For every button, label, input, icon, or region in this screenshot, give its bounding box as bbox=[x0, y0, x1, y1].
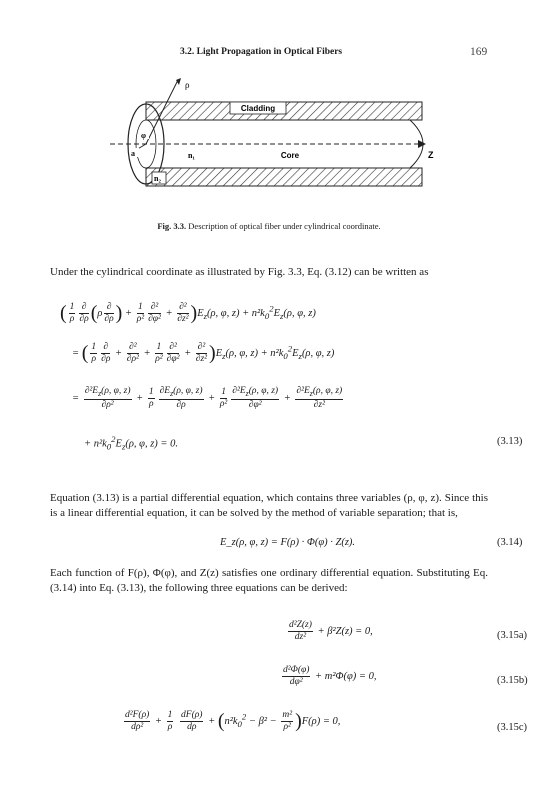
running-header bbox=[0, 47, 538, 61]
eq-3-14-number: (3.14) bbox=[497, 537, 523, 548]
a-label: a bbox=[131, 149, 135, 158]
paragraph-3: Each function of F(ρ), Φ(φ), and Z(z) satisfies one ordinary differential equation. Substituting Eq. (3.14) into Eq. (3.13), the following three equations can be derived: bbox=[50, 567, 488, 594]
phi-label: φ bbox=[141, 131, 146, 140]
paragraph-1: Under the cylindrical coordinate as illustrated by Fig. 3.3, Eq. (3.12) can be written as bbox=[50, 266, 429, 278]
eq-3-14-text: E_z(ρ, φ, z) = F(ρ) · Φ(φ) · Z(z). bbox=[220, 537, 356, 548]
equation-3-13: ( $\frac{1}{\rho}$ $\frac{\partial}{\partial\rho}$ (ρ $\frac{\partial}{\partial\rho}$ ) + $\frac{1}{\text{ρ²}}$ $\frac{\text{∂²}}{\text{∂φ²}}$ + $\frac{\text{∂²}}{\text{∂z²}}$ )$E_z(\rho$, φ, $z) + n^2k_0^2E_z(\rho$, φ, z) = ( $\frac{1}{\rho}$ $\frac{\partial}{\partial\rho}$ + $\frac{\text{∂²}}{\text{∂ρ²}}$ + $\frac{1}{\text{ρ²}}$ $\frac{\text{∂²}}{\text{∂φ²}}$ + $\frac{\text{∂²}}{\text{∂z²}}$ )$E_z(\rho$, φ, $z) + n^2k_0^2E_z(\rho$, φ, z) = $\frac{\partial^2E_z(\rho, \varphi, z)}{\text{∂ρ²}}$ + $\frac{1}{\rho}$ $\frac{\partial E_z(\rho, \varphi, z)}{\partial\rho}$ + $\frac{1}{\text{ρ²}}$ $\frac{\partial^2E_z(\rho, \varphi, z)}{\text{∂φ²}}$ + $\frac{\partial^2E_z(\rho, \varphi, z)}{\text{∂z²}}$ + $n^2k_0^2E_z(\rho$, φ, z) = 0. (3.13) bbox=[60, 302, 523, 452]
fiber-figure bbox=[110, 78, 440, 208]
core-label: Core bbox=[280, 151, 300, 160]
equation-3-15a: $\frac{\text{d²Z(z)}}{\text{dz²}}$ + β²Z(z) = 0, (3.15a) bbox=[289, 620, 528, 642]
paragraph-2: Equation (3.13) is a partial differential equation, which contains three variables (ρ, φ, z). Since this is a linear differential equation, it can be solved by the method of variable separation; that is, bbox=[50, 492, 488, 519]
equation-3-14 bbox=[50, 537, 538, 553]
section-title: 3.2. Light Propagation in Optical Fibers bbox=[180, 47, 343, 57]
n2-label: n₂ bbox=[154, 174, 161, 183]
eq-3-13-number: (3.13) bbox=[497, 436, 523, 447]
eq-3-15b-number: (3.15b) bbox=[497, 675, 528, 686]
equation-3-15c: $\frac{\text{d²F(ρ)}}{\text{dρ²}}$ + $\frac{1}{\rho}$ $\frac{dF(\rho)}{d\rho}$ + ($n^2k_0^2 - \beta^2$ − $\frac{\text{m²}}{\text{ρ²}}$ )F(ρ) = 0, (3.15c) bbox=[125, 710, 528, 733]
caption-prefix: Fig. 3.3. bbox=[157, 221, 187, 231]
rho-label: ρ bbox=[185, 80, 190, 90]
cladding-bottom bbox=[146, 168, 422, 186]
eq-3-15c-number: (3.15c) bbox=[497, 722, 528, 733]
caption-text: Description of optical fiber under cylindrical coordinate. bbox=[188, 221, 381, 231]
equation-3-15b: $\frac{\text{d²Φ(φ)}}{\text{dφ²}}$ + m²Φ(φ) = 0, (3.15b) bbox=[283, 665, 528, 687]
eq-3-15a-number: (3.15a) bbox=[497, 630, 528, 641]
z-label: Z bbox=[428, 150, 434, 160]
page-number: 169 bbox=[470, 46, 488, 58]
cladding-label: Cladding bbox=[240, 104, 276, 113]
n1-label: n₁ bbox=[188, 151, 195, 160]
figure-caption bbox=[0, 221, 538, 231]
